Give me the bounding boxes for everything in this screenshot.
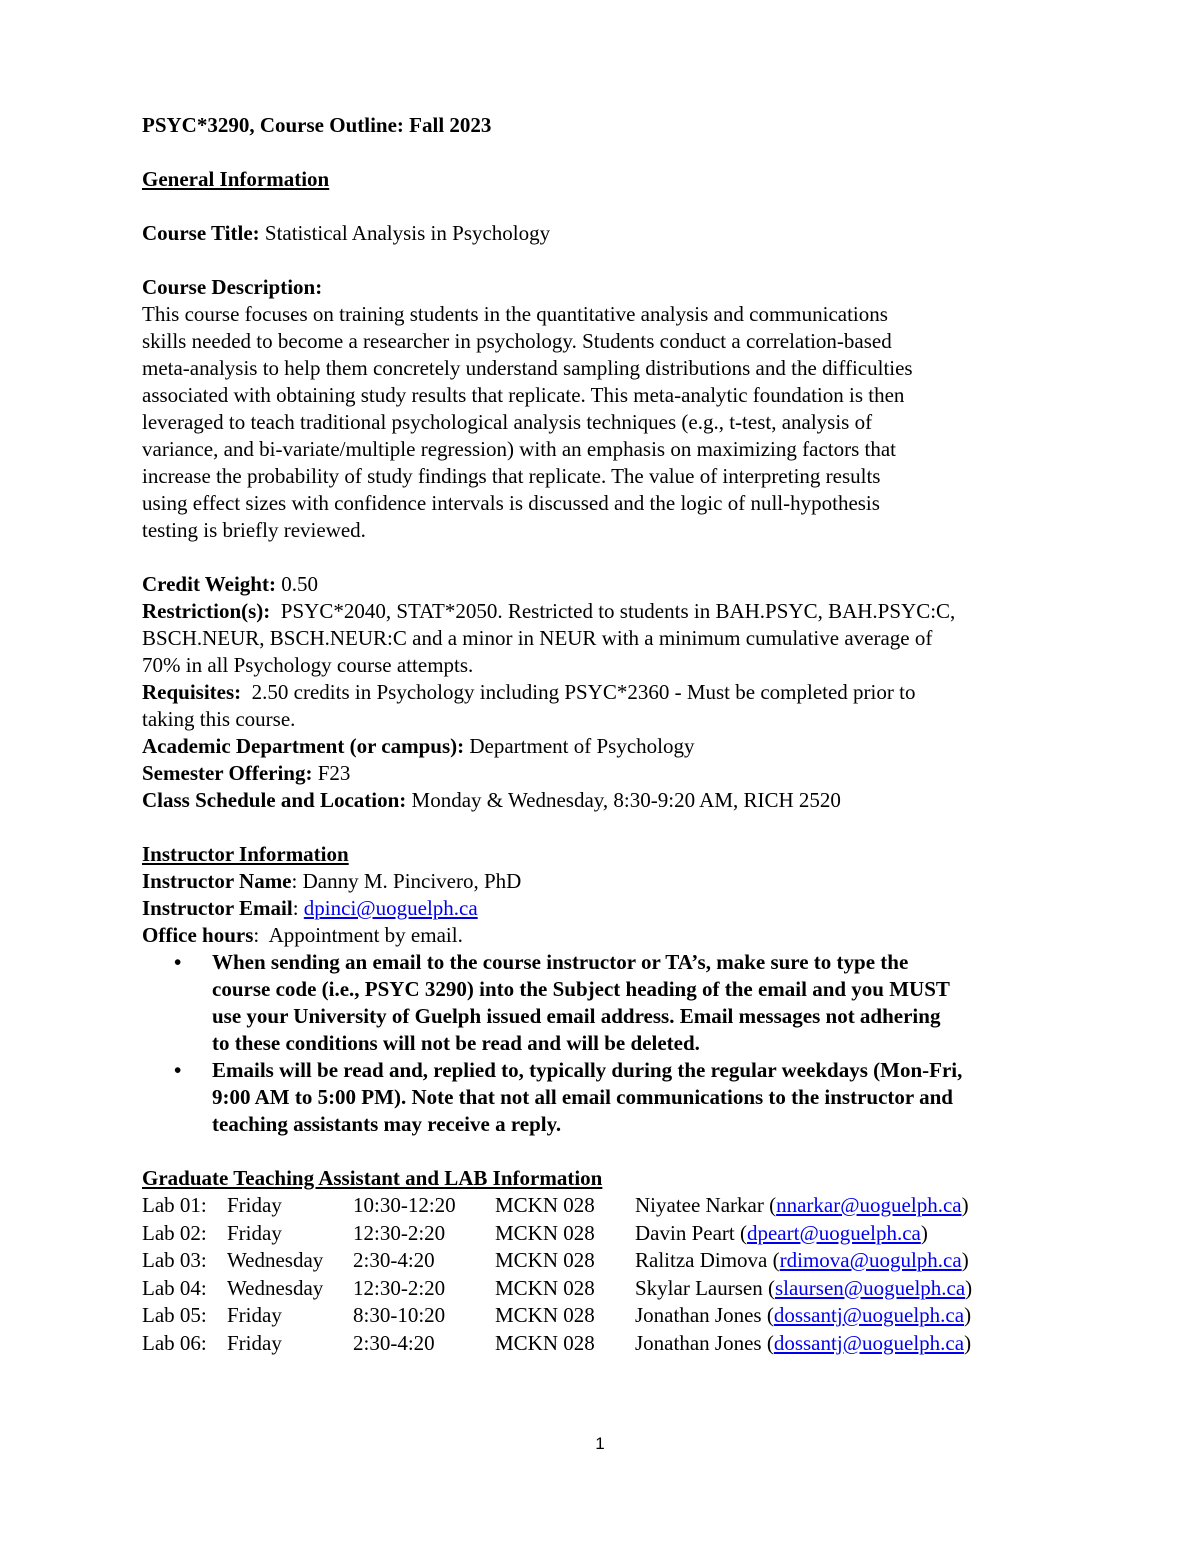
- ta-name: Jonathan Jones: [635, 1330, 762, 1355]
- email-policy-list: [142, 949, 1072, 1138]
- lab-room: MCKN 028: [495, 1330, 595, 1355]
- lab-day: Friday: [227, 1193, 282, 1217]
- lab-room: MCKN 028: [495, 1275, 595, 1300]
- lab-room: MCKN 028: [495, 1248, 595, 1272]
- instructor-email-link[interactable]: dpinci@uoguelph.ca: [303, 896, 478, 920]
- description-line: increase the probability of study findings that replicate. The value of interpreting results: [142, 464, 881, 488]
- ta-email-link[interactable]: dpeart@uoguelph.ca: [746, 1220, 921, 1245]
- description-line: using effect sizes with confidence intervals is discussed and the logic of null-hypothesis: [142, 491, 880, 515]
- credit-weight-label: Credit Weight:: [142, 572, 276, 596]
- lab-ta: Jonathan Jones (dossantj@uoguelph.ca): [635, 1330, 972, 1355]
- semester-value: F23: [317, 761, 351, 785]
- instructor-email-label: Instructor Email: [142, 896, 293, 920]
- credit-weight-value: 0.50: [281, 572, 318, 596]
- lab-number: Lab 05:: [142, 1303, 207, 1327]
- restrictions-line: BSCH.NEUR, BSCH.NEUR:C and a minor in NEUR with a minimum cumulative average of: [142, 626, 933, 650]
- page-number: 1: [595, 1434, 605, 1453]
- instructor-name-row: Instructor Name: Danny M. Pincivero, PhD: [142, 869, 522, 893]
- restrictions-row: [142, 598, 1072, 625]
- table-row: [142, 1220, 972, 1248]
- lab-time: 2:30-4:20: [353, 1330, 435, 1355]
- bullet-icon: •: [174, 950, 182, 974]
- lab-information-heading: Graduate Teaching Assistant and LAB Information: [142, 1166, 603, 1190]
- office-hours-label: Office hours: [142, 923, 254, 947]
- requisites-row: [142, 679, 1072, 706]
- requisites-line: taking this course.: [142, 707, 296, 731]
- office-hours-row: Office hours: Appointment by email.: [142, 923, 463, 947]
- department-label: Academic Department (or campus):: [142, 734, 465, 758]
- instructor-email-row: Instructor Email: dpinci@uoguelph.ca: [142, 896, 478, 920]
- lab-ta: Niyatee Narkar (nnarkar@uoguelph.ca): [635, 1193, 969, 1217]
- lab-room: MCKN 028: [495, 1193, 595, 1217]
- lab-ta: Jonathan Jones (dossantj@uoguelph.ca): [635, 1303, 972, 1327]
- general-information-heading: General Information: [142, 167, 330, 191]
- lab-day: Friday: [227, 1330, 282, 1355]
- department-row: [142, 733, 1072, 760]
- bullet-icon: •: [174, 1058, 182, 1082]
- lab-number: Lab 01:: [142, 1193, 207, 1217]
- credit-weight-row: [142, 571, 1072, 598]
- bullet-line: to these conditions will not be read and will be deleted.: [212, 1031, 700, 1055]
- ta-email-link[interactable]: slaursen@uoguelph.ca: [774, 1275, 966, 1300]
- schedule-row: [142, 787, 1072, 814]
- lab-day: Wednesday: [227, 1248, 324, 1272]
- document-title: PSYC*3290, Course Outline: Fall 2023: [142, 113, 492, 137]
- lab-day: Wednesday: [227, 1275, 324, 1300]
- lab-time: 12:30-2:20: [353, 1275, 446, 1300]
- restrictions-line: 70% in all Psychology course attempts.: [142, 653, 474, 677]
- course-title-value: Statistical Analysis in Psychology: [264, 221, 551, 245]
- ta-name: Jonathan Jones: [635, 1303, 762, 1327]
- table-row: [142, 1247, 972, 1275]
- description-line: meta-analysis to help them concretely understand sampling distributions and the difficulties: [142, 356, 913, 380]
- instructor-name-value: Danny M. Pincivero, PhD: [302, 869, 522, 893]
- lab-number: Lab 03:: [142, 1248, 207, 1272]
- lab-room: MCKN 028: [495, 1303, 595, 1327]
- lab-ta: Davin Peart (dpeart@uoguelph.ca): [635, 1220, 928, 1245]
- lab-time: 10:30-12:20: [353, 1193, 456, 1217]
- ta-email-link[interactable]: dossantj@uoguelph.ca: [773, 1303, 965, 1327]
- ta-name: Ralitza Dimova: [635, 1248, 768, 1272]
- lab-room: MCKN 028: [495, 1220, 595, 1245]
- description-line: leveraged to teach traditional psychological analysis techniques (e.g., t-test, analysis of: [142, 410, 873, 434]
- ta-email-link[interactable]: rdimova@uogulph.ca: [779, 1248, 962, 1272]
- instructor-information-heading: Instructor Information: [142, 842, 349, 866]
- course-description-label: Course Description:: [142, 275, 323, 299]
- lab-day: Friday: [227, 1303, 282, 1327]
- department-value: Department of Psychology: [469, 734, 695, 758]
- schedule-value: Monday & Wednesday, 8:30-9:20 AM, RICH 2520: [411, 788, 841, 812]
- lab-time: 12:30-2:20: [353, 1220, 446, 1245]
- lab-day: Friday: [227, 1220, 282, 1245]
- ta-email-link[interactable]: nnarkar@uoguelph.ca: [776, 1193, 962, 1217]
- course-title-label: Course Title:: [142, 221, 260, 245]
- ta-email-link[interactable]: dossantj@uoguelph.ca: [773, 1330, 965, 1355]
- lab-time: 2:30-4:20: [353, 1248, 435, 1272]
- bullet-line: When sending an email to the course instructor or TA’s, make sure to type the: [212, 950, 909, 974]
- table-row: [142, 1302, 972, 1330]
- table-row: [142, 1275, 972, 1303]
- email-policy-item: [142, 1057, 1042, 1138]
- description-line: variance, and bi-variate/multiple regression) with an emphasis on maximizing factors that: [142, 437, 897, 461]
- semester-row: [142, 760, 1072, 787]
- bullet-line: 9:00 AM to 5:00 PM). Note that not all email communications to the instructor and: [212, 1085, 953, 1109]
- restrictions-value: PSYC*2040, STAT*2050. Restricted to students in BAH.PSYC, BAH.PSYC:C,: [280, 599, 956, 623]
- semester-label: Semester Offering:: [142, 761, 313, 785]
- requisites-value: 2.50 credits in Psychology including PSYC*2360 - Must be completed prior to: [251, 680, 916, 704]
- course-description: [142, 301, 1002, 544]
- lab-ta: Ralitza Dimova (rdimova@uogulph.ca): [635, 1248, 969, 1272]
- lab-ta: Skylar Laursen (slaursen@uoguelph.ca): [635, 1275, 973, 1300]
- email-policy-item: [142, 949, 1042, 1057]
- office-hours-value: Appointment by email.: [268, 923, 463, 947]
- lab-number: Lab 04:: [142, 1275, 207, 1300]
- lab-number: Lab 02:: [142, 1220, 207, 1245]
- bullet-line: teaching assistants may receive a reply.: [212, 1112, 562, 1136]
- lab-time: 8:30-10:20: [353, 1303, 446, 1327]
- description-line: This course focuses on training students in the quantitative analysis and communications: [142, 302, 888, 326]
- bullet-line: Emails will be read and, replied to, typically during the regular weekdays (Mon-Fri,: [212, 1058, 963, 1082]
- description-line: testing is briefly reviewed.: [142, 518, 366, 542]
- schedule-label: Class Schedule and Location:: [142, 788, 407, 812]
- course-title-row: [142, 220, 1072, 247]
- table-row: [142, 1192, 972, 1220]
- restrictions-label: Restriction(s):: [142, 599, 271, 623]
- bullet-line: use your University of Guelph issued email address. Email messages not adhering: [212, 1004, 941, 1028]
- ta-name: Niyatee Narkar: [635, 1193, 764, 1217]
- description-line: associated with obtaining study results that replicate. This meta-analytic foundation is then: [142, 383, 905, 407]
- ta-name: Skylar Laursen: [635, 1275, 763, 1300]
- requisites-label: Requisites:: [142, 680, 242, 704]
- instructor-name-label: Instructor Name: [142, 869, 292, 893]
- description-line: skills needed to become a researcher in psychology. Students conduct a correlation-based: [142, 329, 892, 353]
- document-page: [142, 112, 1072, 1357]
- lab-number: Lab 06:: [142, 1330, 207, 1355]
- table-row: [142, 1330, 972, 1358]
- bullet-line: course code (i.e., PSYC 3290) into the Subject heading of the email and you MUST: [212, 977, 950, 1001]
- ta-name: Davin Peart: [635, 1220, 735, 1245]
- lab-schedule-table: [142, 1192, 972, 1357]
